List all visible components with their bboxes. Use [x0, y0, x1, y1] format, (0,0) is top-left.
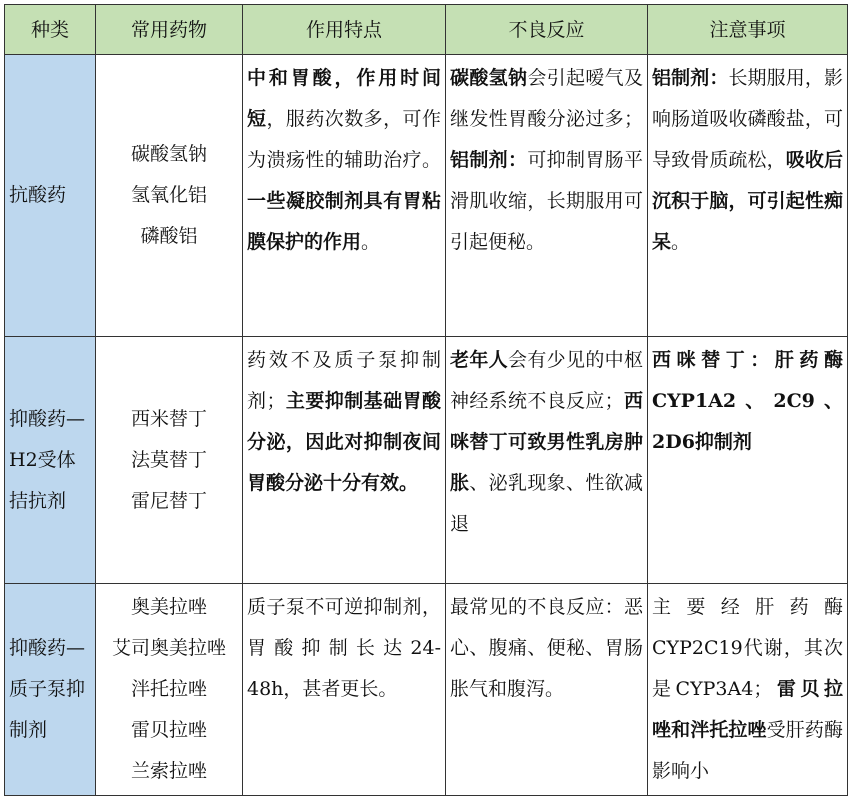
- text: 受肝药酶影响小: [652, 719, 843, 782]
- drug-name: 兰索拉唑: [130, 760, 207, 782]
- category-cell: 抑酸药—H2受体拮抗剂: [5, 337, 96, 584]
- text: 。: [671, 231, 691, 253]
- drugs-cell: [96, 55, 243, 337]
- adverse-cell: [446, 55, 648, 337]
- drug-name: 雷贝拉唑: [130, 719, 207, 741]
- text: ，服药次数多，可作为溃疡性的辅助治疗。: [247, 108, 441, 171]
- text: 、泌乳现象、性欲减退: [450, 472, 643, 535]
- bold-text: 吸收后沉积于脑，可引起性痴呆: [652, 149, 843, 253]
- header-adverse: 不良反应: [446, 5, 648, 55]
- bold-text: 碳酸氢钠: [450, 67, 528, 89]
- text: 质子泵不可逆抑制剂，胃酸抑制长达24-48h，甚者更长。: [247, 596, 441, 700]
- text: 会有少见的中枢神经系统不良反应；: [450, 349, 643, 412]
- adverse-cell: [446, 584, 648, 796]
- drugs-cell: [96, 337, 243, 584]
- drug-name: 艾司奥美拉唑: [111, 637, 226, 659]
- text: 主要经肝药酶CYP2C19代谢，其次是CYP3A4；: [652, 596, 843, 700]
- table-row: [5, 55, 848, 337]
- category-cell: 抗酸药: [5, 55, 96, 337]
- notes-cell: [648, 584, 848, 796]
- features-cell: [243, 337, 446, 584]
- bold-text: 老年人: [450, 349, 508, 371]
- drug-name: 磷酸铝: [140, 225, 198, 247]
- notes-cell: [648, 55, 848, 337]
- drug-name: 西米替丁: [130, 407, 207, 430]
- bold-text: 铝制剂：: [450, 149, 528, 171]
- header-notes: 注意事项: [648, 5, 848, 55]
- drug-name: 碳酸氢钠: [130, 143, 207, 165]
- header-category: 种类: [5, 5, 96, 55]
- drug-name: 泮托拉唑: [130, 678, 207, 700]
- header-row: [5, 5, 848, 55]
- category-cell: 抑酸药—质子泵抑制剂: [5, 584, 96, 796]
- drug-name: 法莫替丁: [130, 448, 207, 471]
- bold-text: 西咪替丁可致男性乳房肿胀: [450, 390, 643, 494]
- drug-name: 奥美拉唑: [130, 596, 207, 618]
- bold-text: 主要抑制基础胃酸分泌，因此对抑制夜间胃酸分泌十分有效。: [247, 390, 441, 494]
- bold-text: 雷贝拉唑和泮托拉唑: [652, 678, 843, 741]
- features-cell: [243, 584, 446, 796]
- bold-text: 中和胃酸，作用时间短: [247, 67, 441, 130]
- text: 最常见的不良反应：恶心、腹痛、便秘、胃肠胀气和腹泻。: [450, 596, 643, 700]
- drug-name: 氢氧化铝: [130, 184, 207, 206]
- header-features: 作用特点: [243, 5, 446, 55]
- drug-name: 雷尼替丁: [130, 489, 207, 512]
- adverse-cell: [446, 337, 648, 584]
- drugs-cell: [96, 584, 243, 796]
- text: 药效不及质子泵抑制剂；: [247, 349, 441, 412]
- drug-table: [4, 4, 848, 796]
- features-cell: [243, 55, 446, 337]
- table-row: [5, 584, 848, 796]
- table-row: [5, 337, 848, 584]
- bold-text: 西咪替丁：肝药酶CYP1A2、2C9、2D6抑制剂: [652, 349, 843, 453]
- header-drugs: 常用药物: [96, 5, 243, 55]
- text: 可抑制胃肠平滑肌收缩，长期服用可引起便秘。: [450, 149, 643, 253]
- bold-text: 一些凝胶制剂具有胃粘膜保护的作用: [247, 190, 441, 253]
- bold-text: 铝制剂：: [652, 67, 729, 89]
- text: 长期服用，影响肠道吸收磷酸盐，可导致骨质疏松，: [652, 67, 843, 171]
- text: 会引起嗳气及继发性胃酸分泌过多；: [450, 67, 643, 130]
- text: 。: [361, 231, 381, 253]
- notes-cell: [648, 337, 848, 584]
